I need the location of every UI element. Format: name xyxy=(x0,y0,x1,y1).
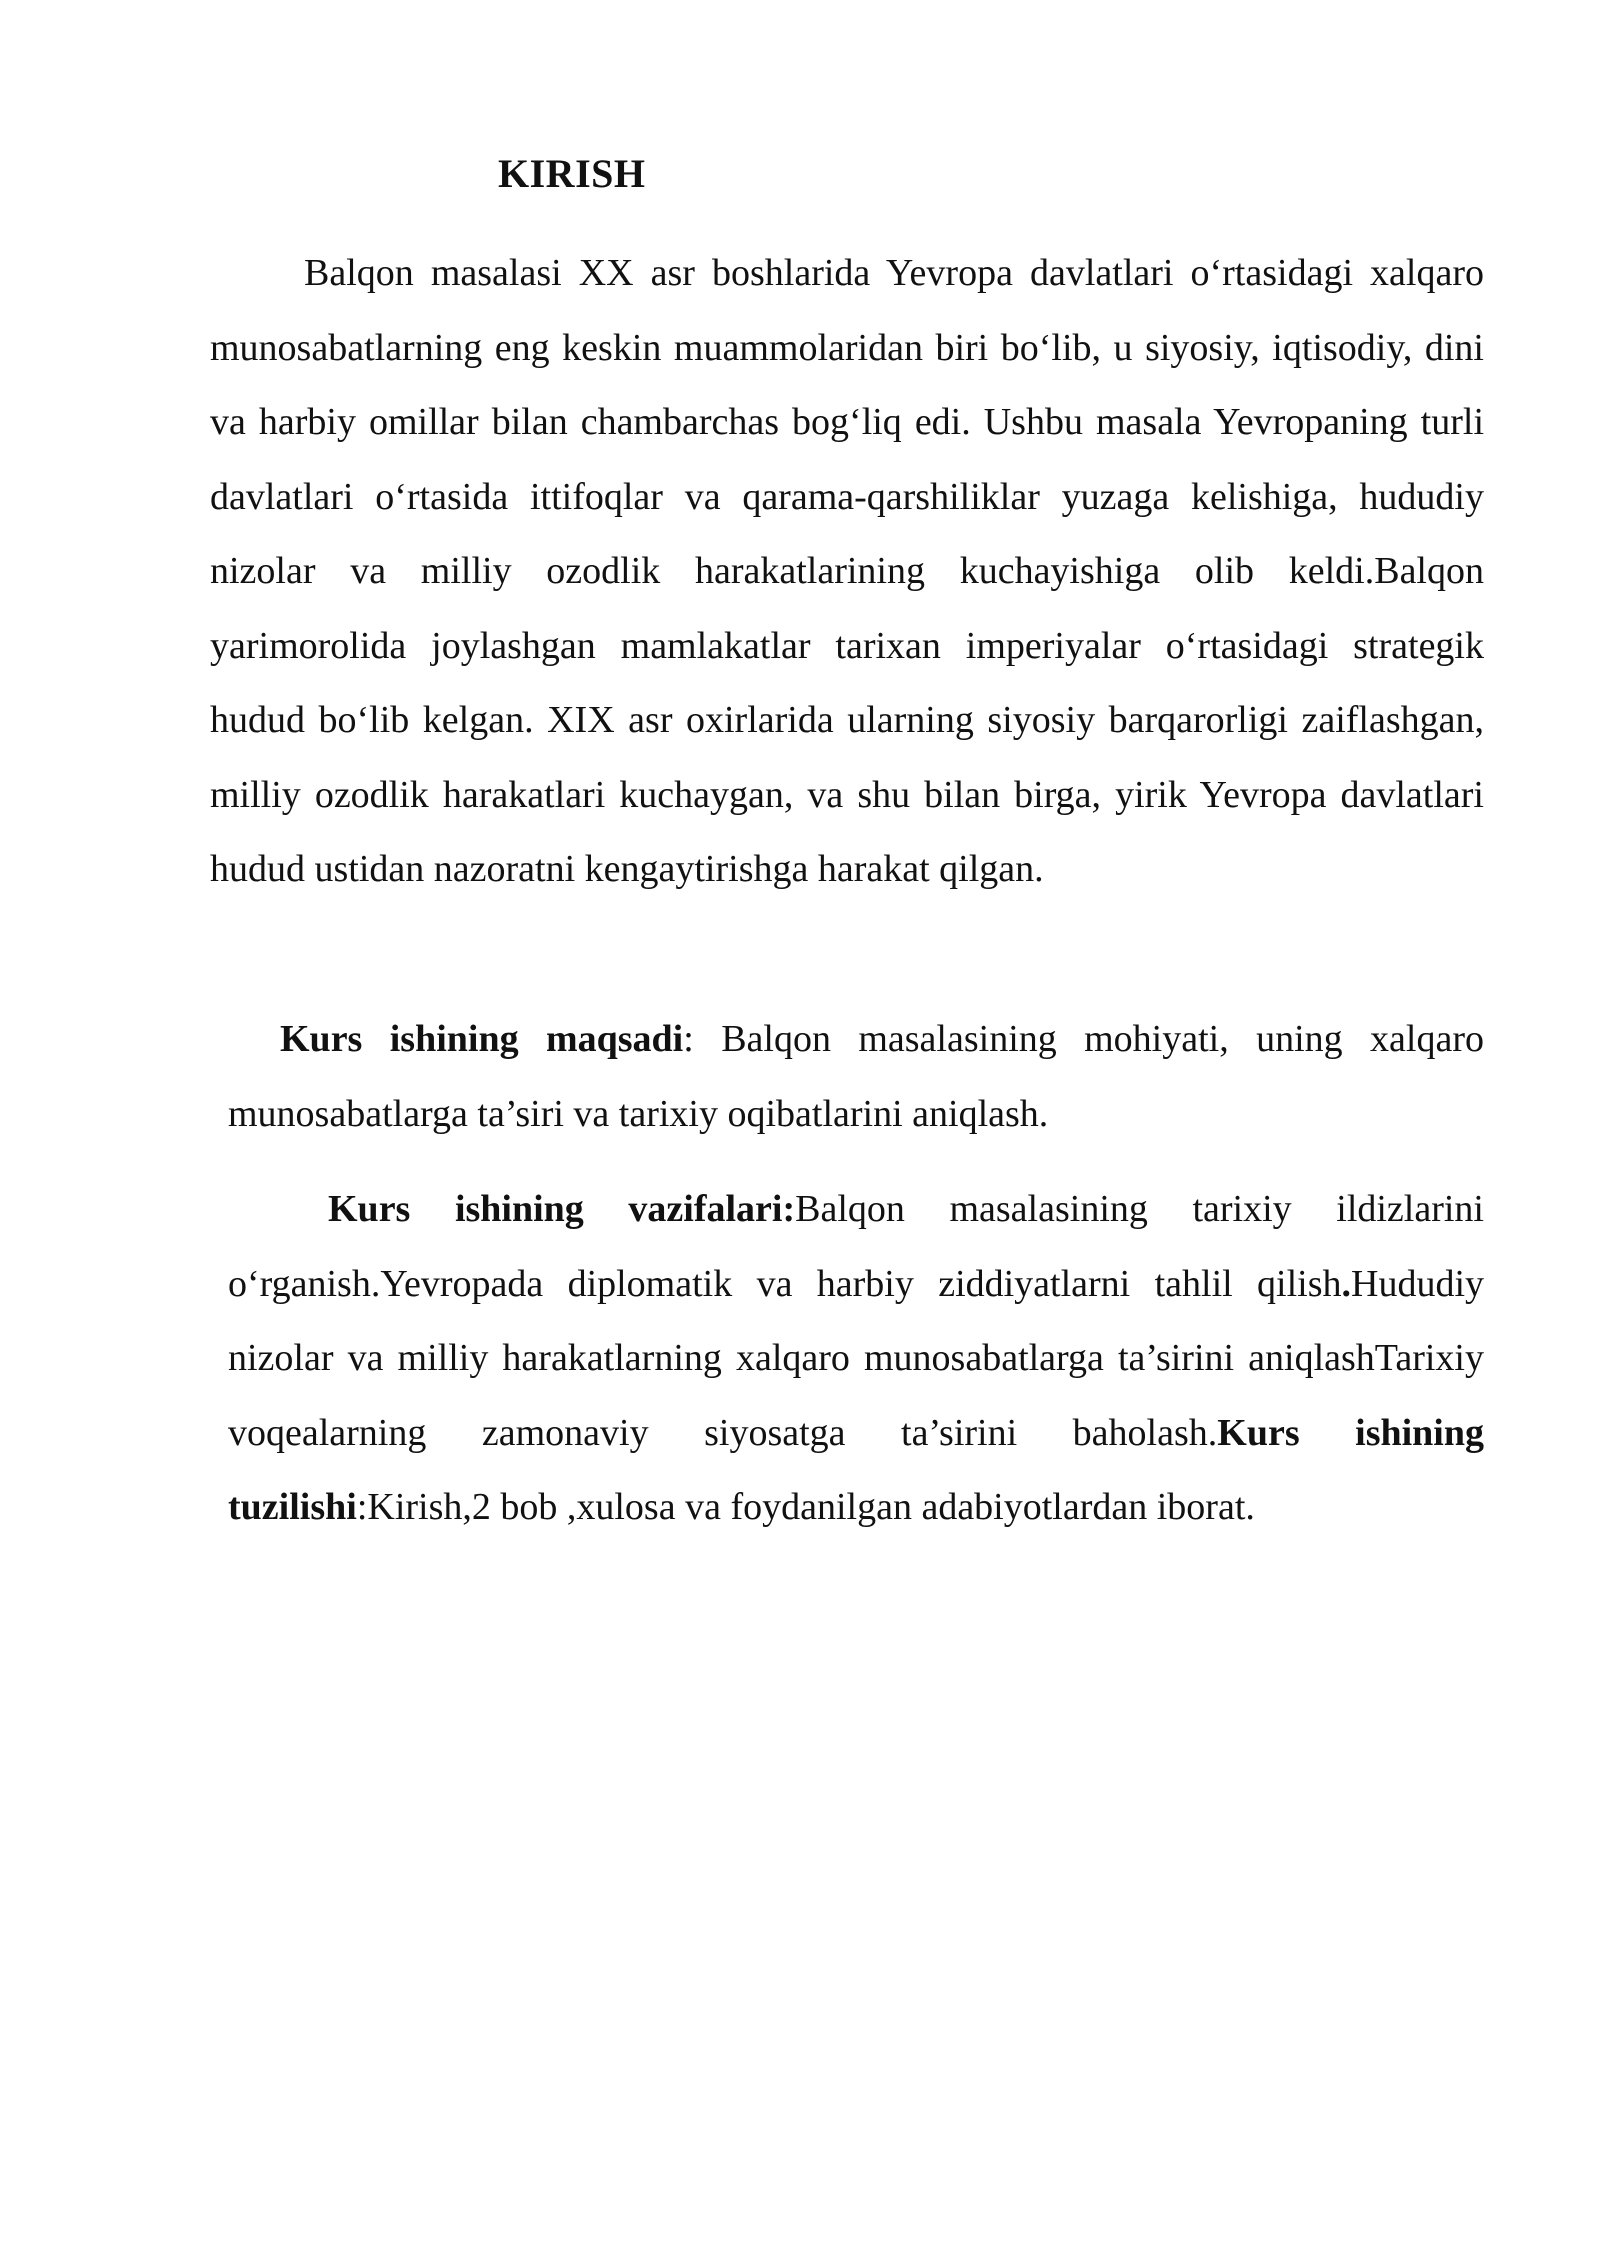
tasks-text-part2: Hududiy nizolar va milliy harakatlarning xalqaro munosabatlarga ta’sirini aniqlashTarixiy voqealarning zamonaviy siyosatga ta’sirini baholash. xyxy=(228,1262,1484,1454)
structure-text: :Kirish,2 bob ,xulosa va foydanilgan adabiyotlardan iborat. xyxy=(356,1486,1255,1528)
goal-paragraph xyxy=(228,1002,1484,1151)
tasks-paragraph xyxy=(228,1172,1484,1545)
goal-text: : Balqon masalasining mohiyati, uning xalqaro munosabatlarga ta’siri va tarixiy oqibatlarini aniqlash. xyxy=(228,1018,1484,1135)
intro-paragraph: Balqon masalasi XX asr boshlarida Yevropa davlatlari o‘rtasidagi xalqaro munosabatlarning eng keskin muammolaridan biri bo‘lib, u siyosiy, iqtisodiy, dini va harbiy omillar bilan chambarchas bog‘liq edi. Ushbu masala Yevropaning turli davlatlari o‘rtasida ittifoqlar va qarama-qarshiliklar yuzaga kelishiga, hududiy nizolar va milliy ozodlik harakatlarining kuchayishiga olib keldi.Balqon yarimorolida joylashgan mamlakatlar tarixan imperiyalar o‘rtasidagi strategik hudud bo‘lib kelgan. XIX asr oxirlarida ularning siyosiy barqarorligi zaiflashgan, milliy ozodlik harakatlari kuchaygan, va shu bilan birga, yirik Yevropa davlatlari hudud ustidan nazoratni kengaytirishga harakat qilgan. xyxy=(210,252,1484,890)
structure-label: Kurs ishining tuzilishi xyxy=(228,1411,1484,1528)
tasks-text-part1: Balqon masalasining tarixiy ildizlarini o‘rganish.Yevropada diplomatik va harbiy ziddiyatlarni tahlil qilish xyxy=(228,1188,1484,1305)
tasks-label: Kurs ishining vazifalari: xyxy=(328,1188,796,1230)
page-title: KIRISH xyxy=(498,151,646,196)
tasks-bold-dot: . xyxy=(1341,1262,1351,1305)
goal-label: Kurs ishining maqsadi xyxy=(280,1018,684,1060)
